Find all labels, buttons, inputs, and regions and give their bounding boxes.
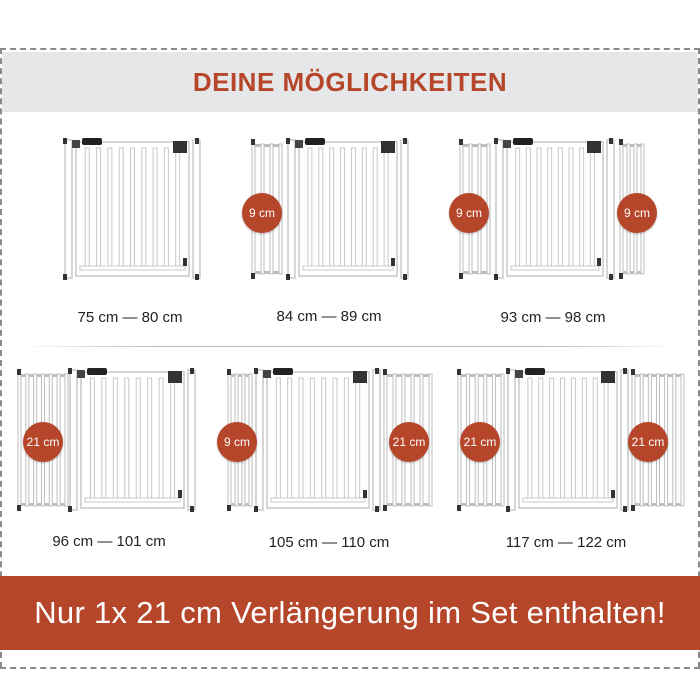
- size-label-2: 84 cm — 89 cm: [276, 308, 382, 325]
- extension-badge-right-3: 9 cm: [617, 193, 657, 233]
- gate-handle: [525, 368, 545, 375]
- gate-bar: [571, 378, 575, 498]
- size-label-4: 96 cm — 101 cm: [52, 533, 166, 550]
- extension-bar: [673, 374, 676, 506]
- gate-bar: [604, 378, 608, 498]
- gate-mount-cap: [623, 506, 627, 512]
- gate-post-left: [508, 370, 515, 510]
- extension-bottom-rail: [458, 503, 504, 506]
- extension-badge-left-3: 9 cm: [449, 193, 489, 233]
- extension-badge-right-6: 21 cm: [628, 422, 668, 462]
- extension-badge-right-5: 21 cm: [389, 422, 429, 462]
- gate-bar: [561, 378, 565, 498]
- extension-bar: [501, 374, 504, 506]
- gate-mount-cap: [623, 368, 627, 374]
- extension-badge-left-2: 9 cm: [242, 193, 282, 233]
- gate-bar: [539, 378, 543, 498]
- extension-bar: [681, 374, 684, 506]
- gate-mount-cap: [506, 368, 510, 374]
- gate-door: [519, 372, 617, 508]
- gate-bar: [593, 378, 597, 498]
- size-label-5: 105 cm — 110 cm: [268, 534, 390, 551]
- extension-badge-left-4: 21 cm: [23, 422, 63, 462]
- extension-end-cap: [631, 369, 635, 375]
- extension-end-cap: [457, 369, 461, 375]
- gate-bar: [582, 378, 586, 498]
- banner-text: Nur 1x 21 cm Verlängerung im Set enthalten!: [34, 595, 666, 630]
- set-info-banner: [0, 576, 700, 650]
- extension-end-cap: [457, 505, 461, 511]
- size-label-6: 117 cm — 122 cm: [505, 534, 627, 551]
- gate-hinge: [515, 370, 523, 378]
- gate-threshold: [523, 498, 613, 502]
- extension-top-rail: [458, 374, 504, 377]
- page-title: DEINE MÖGLICHKEITEN: [192, 66, 508, 97]
- gate-bar: [550, 378, 554, 498]
- gate-latch-box: [601, 371, 615, 383]
- gate-post-right: [621, 370, 628, 510]
- gate-bar: [528, 378, 532, 498]
- extension-badge-left-6: 21 cm: [460, 422, 500, 462]
- size-label-1: 75 cm — 80 cm: [77, 309, 183, 326]
- gate-mount-cap: [506, 506, 510, 512]
- extension-end-cap: [631, 505, 635, 511]
- extension-badge-left-5: 9 cm: [217, 422, 257, 462]
- size-label-3: 93 cm — 98 cm: [500, 309, 606, 326]
- gate-bottom-lock: [611, 490, 615, 498]
